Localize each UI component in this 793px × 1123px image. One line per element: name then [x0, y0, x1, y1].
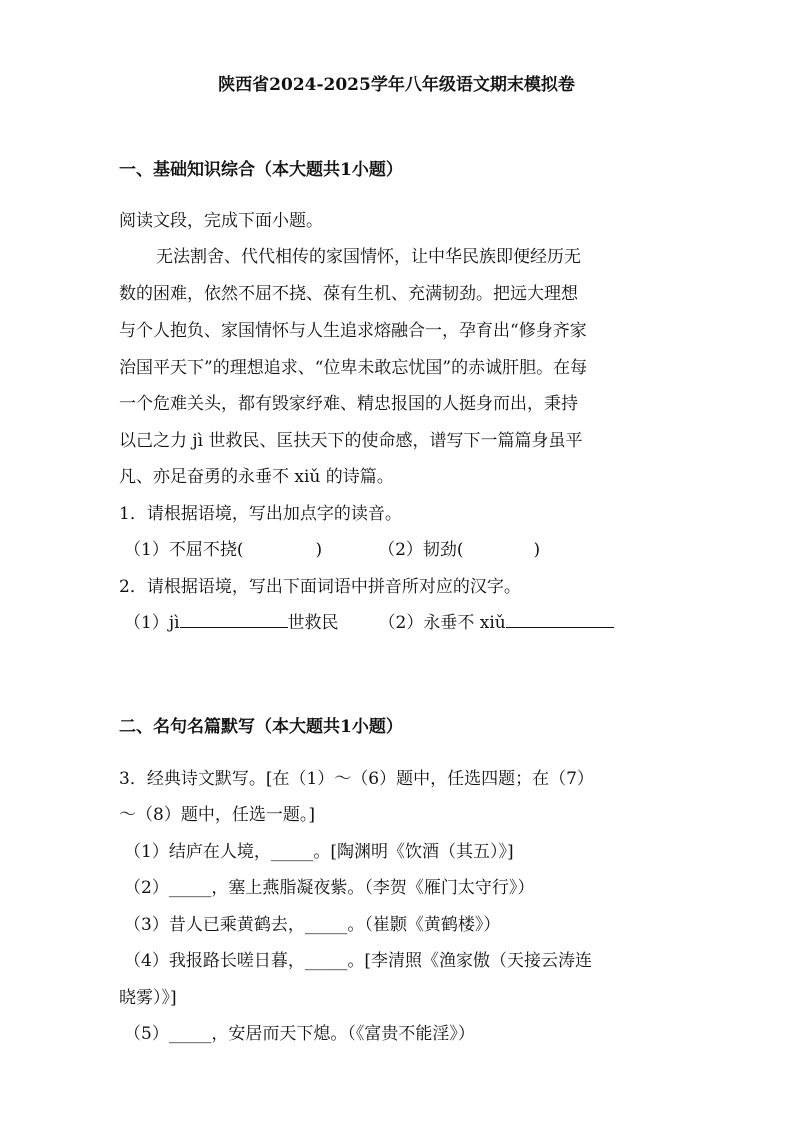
q1-b-close: ): [533, 540, 541, 560]
passage-line: 一个危难关头，都有毁家纾难、精忠报国的人挺身而出，秉持: [119, 394, 578, 414]
recitation-item-1: （1）结庐在人境，_____。[陶渊明《饮酒（其五）》]: [124, 842, 514, 862]
question-3-stem: 3．经典诗文默写。[在（1）～（6）题中，任选四题；在（7）: [119, 769, 594, 789]
passage-line: 无法割舍、代代相传的家国情怀，让中华民族即便经历无: [156, 247, 581, 267]
q2-b-blank[interactable]: [506, 608, 614, 628]
q2-b-prefix: （2）永垂不 xiǔ: [378, 613, 506, 633]
q1-a-label: （1）不屈不挠(: [124, 540, 244, 560]
question-2-stem: 2．请根据语境，写出下面词语中拼音所对应的汉字。: [119, 577, 521, 597]
q1-a-close: ): [315, 540, 323, 560]
question-1-answers: [124, 535, 684, 560]
q2-a-suffix: 世救民: [287, 613, 339, 633]
passage-line: 凡、亦足奋勇的永垂不 xiǔ 的诗篇。: [119, 467, 394, 487]
passage-line: 治国平天下”的理想追求、“位卑未敢忘忧国”的赤诚肝胆。在每: [119, 358, 588, 378]
passage-line: 以己之力 jì 世救民、匡扶天下的使命感，谱写下一篇篇身虽平: [119, 431, 583, 451]
recitation-item-5: （5）_____，安居而天下熄。（《富贵不能淫》）: [124, 1024, 475, 1044]
reading-intro: 阅读文段，完成下面小题。: [119, 211, 323, 231]
passage-line: 与个人抱负、家国情怀与人生追求熔融合一，孕育出“修身齐家: [119, 321, 587, 341]
recitation-item-2: （2）_____，塞上燕脂凝夜紫。（李贺《雁门太守行》）: [124, 878, 535, 898]
q1-b-label: （2）韧劲(: [378, 540, 464, 560]
document-title: 陕西省2024-2025学年八年级语文期末模拟卷: [218, 75, 575, 95]
section-1-heading: 一、基础知识综合（本大题共1小题）: [119, 160, 403, 180]
q2-a-prefix: （1）jì: [124, 613, 180, 633]
question-3-stem-cont: ～（8）题中，任选一题。]: [119, 805, 315, 825]
question-1-stem: 1．请根据语境，写出加点字的读音。: [119, 504, 402, 524]
q2-a-blank[interactable]: [180, 608, 288, 628]
recitation-item-4-cont: 晓雾）》]: [119, 988, 177, 1008]
question-2-answers: [124, 608, 684, 633]
recitation-item-3: （3）昔人已乘黄鹤去，_____。（崔颢《黄鹤楼》）: [124, 915, 501, 935]
recitation-item-4: （4）我报路长嗟日暮，_____。[李清照《渔家傲（天接云涛连: [124, 951, 592, 971]
passage-line: 数的困难，依然不屈不挠、葆有生机、充满韧劲。把远大理想: [119, 284, 578, 304]
section-2-heading: 二、名句名篇默写（本大题共1小题）: [119, 717, 403, 737]
